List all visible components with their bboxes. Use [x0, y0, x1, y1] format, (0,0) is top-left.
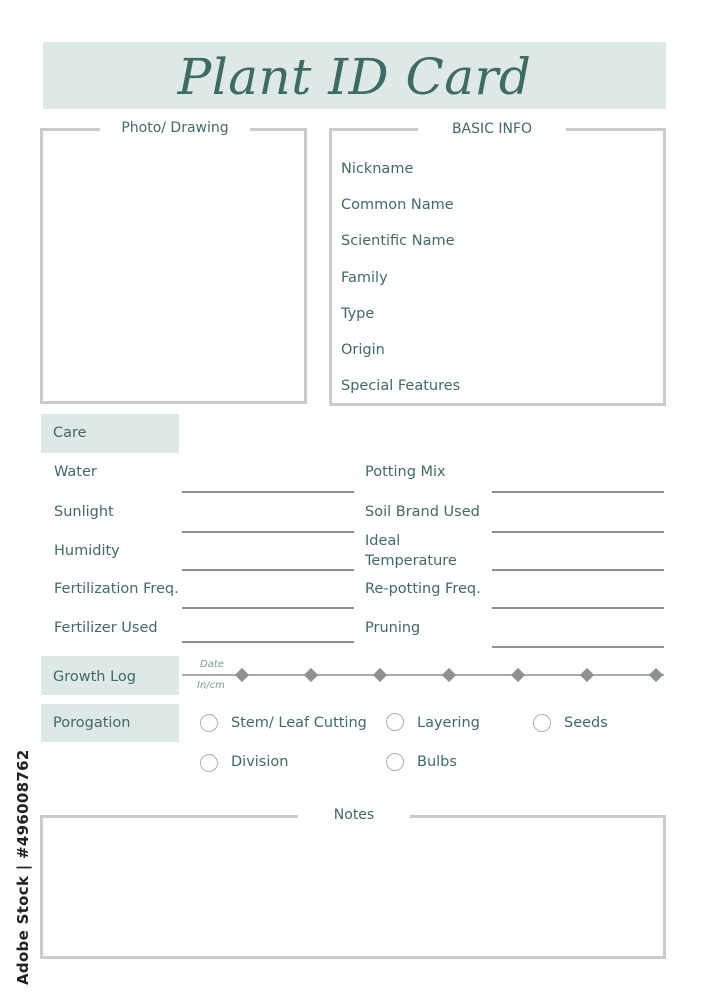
growth-log-marker[interactable]	[304, 668, 318, 682]
care-water-line[interactable]	[182, 491, 354, 493]
propagation-heading: Porogation	[53, 715, 131, 731]
growth-log-marker[interactable]	[442, 668, 456, 682]
division-radio[interactable]	[200, 754, 218, 772]
page-title: Plant ID Card	[177, 48, 532, 106]
care-sunlight-line[interactable]	[182, 531, 354, 533]
layering-label: Layering	[417, 715, 480, 731]
care-soil-brand-line[interactable]	[492, 531, 664, 533]
care-heading: Care	[53, 425, 87, 441]
growth-log-marker[interactable]	[649, 668, 663, 682]
field-common-name: Common Name	[341, 197, 454, 213]
care-potting-mix-line[interactable]	[492, 491, 664, 493]
photo-drawing-legend: Photo/ Drawing	[100, 120, 250, 136]
layering-radio[interactable]	[386, 713, 404, 731]
seeds-radio[interactable]	[533, 714, 551, 732]
care-pruning-label: Pruning	[365, 620, 421, 636]
growth-log-date-label: Date	[200, 659, 224, 670]
stock-watermark: Adobe Stock | #496008762	[14, 749, 32, 985]
stem-leaf-cutting-radio[interactable]	[200, 714, 218, 732]
care-potting-mix-label: Potting Mix	[365, 464, 446, 480]
field-type: Type	[341, 306, 375, 322]
care-water-label: Water	[54, 464, 97, 480]
care-repotting-label: Re-potting Freq.	[365, 581, 481, 597]
growth-log-marker[interactable]	[373, 668, 387, 682]
photo-drawing-box[interactable]	[40, 128, 307, 404]
care-soil-brand-label: Soil Brand Used	[365, 504, 480, 520]
care-humidity-line[interactable]	[182, 569, 354, 571]
field-scientific-name: Scientific Name	[341, 233, 455, 249]
bulbs-radio[interactable]	[386, 753, 404, 771]
care-temperature-line[interactable]	[492, 569, 664, 571]
field-nickname: Nickname	[341, 161, 414, 177]
notes-legend: Notes	[298, 807, 410, 823]
care-sunlight-label: Sunlight	[54, 504, 114, 520]
care-fertilization-label: Fertilization Freq.	[54, 581, 179, 597]
care-repotting-line[interactable]	[492, 607, 664, 609]
seeds-label: Seeds	[564, 715, 608, 731]
care-temperature-label: Temperature	[365, 553, 457, 569]
care-ideal-label: Ideal	[365, 533, 401, 549]
growth-log-unit-label: In/cm	[197, 680, 225, 691]
bulbs-label: Bulbs	[417, 754, 457, 770]
basic-info-legend: BASIC INFO	[418, 121, 566, 137]
growth-log-marker[interactable]	[580, 668, 594, 682]
care-pruning-line[interactable]	[492, 646, 664, 648]
growth-log-marker[interactable]	[235, 668, 249, 682]
notes-box[interactable]	[40, 815, 666, 959]
field-family: Family	[341, 270, 388, 286]
division-label: Division	[231, 754, 289, 770]
care-fertilizer-label: Fertilizer Used	[54, 620, 158, 636]
field-special-features: Special Features	[341, 378, 461, 394]
field-origin: Origin	[341, 342, 385, 358]
care-humidity-label: Humidity	[54, 543, 120, 559]
care-fertilization-line[interactable]	[182, 607, 354, 609]
stem-leaf-cutting-label: Stem/ Leaf Cutting	[231, 715, 367, 731]
care-fertilizer-line[interactable]	[182, 641, 354, 643]
growth-log-marker[interactable]	[511, 668, 525, 682]
growth-log-heading: Growth Log	[53, 669, 136, 685]
